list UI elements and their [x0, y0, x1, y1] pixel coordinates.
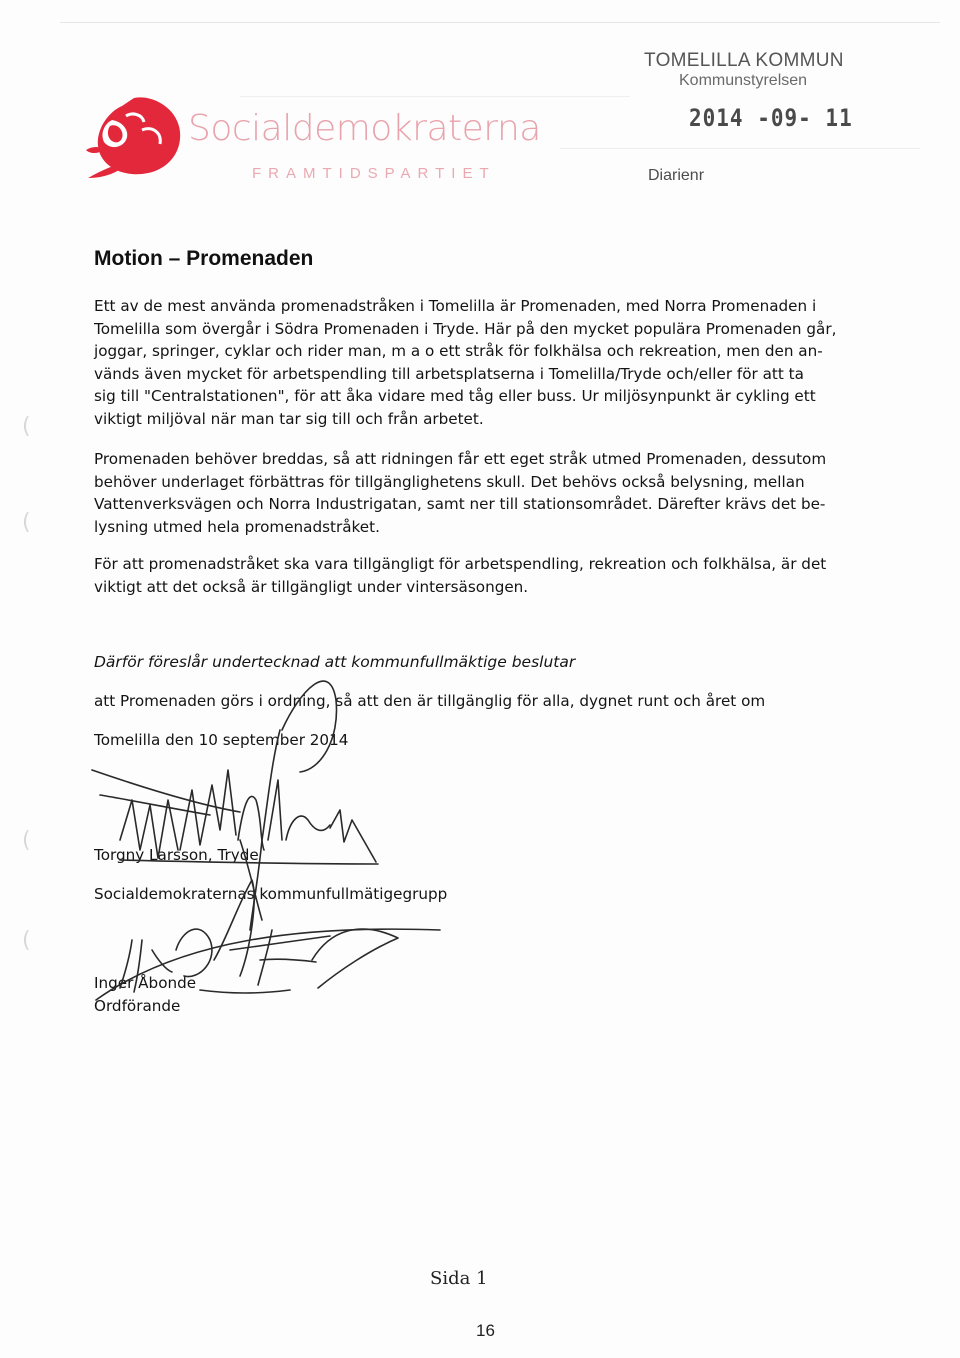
scan-artifact-line — [60, 22, 940, 23]
paragraph-line: Promenaden behöver breddas, så att ridningen får ett eget stråk utmed Promenaden, dessutom — [94, 450, 827, 468]
page-number: 16 — [476, 1321, 495, 1340]
paragraph-line: Ett av de mest använda promenadstråken i Tomelilla är Promenaden, med Norra Promenaden i — [94, 297, 817, 315]
scan-artifact-line — [240, 96, 630, 97]
paragraph-2 — [94, 448, 874, 538]
party-name: Socialdemokraterna — [188, 108, 541, 149]
paragraph-line: För att promenadstråket ska vara tillgängligt för arbetspendling, rekreation och folkhälsa, är det — [94, 555, 827, 573]
document-title: Motion – Promenaden — [94, 247, 314, 270]
place-date: Tomelilla den 10 september 2014 — [94, 731, 349, 749]
signatory-2-name: Inger Åbonde — [94, 974, 197, 992]
signatory-1-name: Torgny Larsson, Tryde — [94, 846, 259, 864]
stamp-department: Kommunstyrelsen — [679, 72, 808, 89]
paragraph-line: viktigt att det också är tillgängligt under vintersäsongen. — [94, 577, 529, 596]
att-clause: att Promenaden görs i ordning, så att den är tillgänglig för alla, dygnet runt och året om — [94, 692, 766, 710]
paragraph-line: behöver underlaget förbättras för tillgänglighetens skull. Det behövs också belysning, mellan — [94, 472, 805, 491]
stamp-diarie-label: Diarienr — [648, 167, 705, 184]
signatory-2-role: Ordförande — [94, 997, 181, 1015]
punch-hole-mark: ( — [22, 510, 31, 535]
paragraph-line: Tomelilla som övergår i Södra Promenaden i Tryde. Här på den mycket populära Promenaden går, — [94, 319, 837, 338]
punch-hole-mark: ( — [22, 414, 31, 439]
page-label: Sida 1 — [430, 1268, 488, 1289]
punch-hole-mark: ( — [22, 928, 31, 953]
scan-artifact-line — [560, 148, 920, 149]
proposal-heading: Därför föreslår undertecknad att kommunfullmäktige beslutar — [94, 653, 576, 671]
punch-hole-mark: ( — [22, 828, 31, 853]
paragraph-line: joggar, springer, cyklar och rider man, m a o ett stråk för folkhälsa och rekreation, men den an- — [94, 342, 823, 361]
paragraph-3 — [94, 553, 874, 598]
stamp-municipality: TOMELILLA KOMMUN — [644, 50, 844, 71]
party-tagline: FRAMTIDSPARTIET — [252, 165, 496, 182]
paragraph-line: vänds även mycket för arbetspendling till arbetsplatserna i Tomelilla/Tryde och/eller för att ta — [94, 364, 804, 383]
stamp-date: 2014 -09- 11 — [689, 104, 853, 132]
paragraph-line: Vattenverksvägen och Norra Industrigatan, samt ner till stationsområdet. Därefter krävs det be- — [94, 495, 826, 514]
signatory-1-group: Socialdemokraternas kommunfullmätigegrupp — [94, 885, 448, 903]
rose-logo-icon — [82, 90, 192, 180]
paragraph-1 — [94, 295, 874, 431]
paragraph-line: viktigt miljöval när man tar sig till och från arbetet. — [94, 409, 484, 428]
paragraph-line: lysning utmed hela promenadstråket. — [94, 517, 380, 536]
paragraph-line: sig till "Centralstationen", för att åka vidare med tåg eller buss. Ur miljösynpunkt är cykling ett — [94, 387, 816, 406]
